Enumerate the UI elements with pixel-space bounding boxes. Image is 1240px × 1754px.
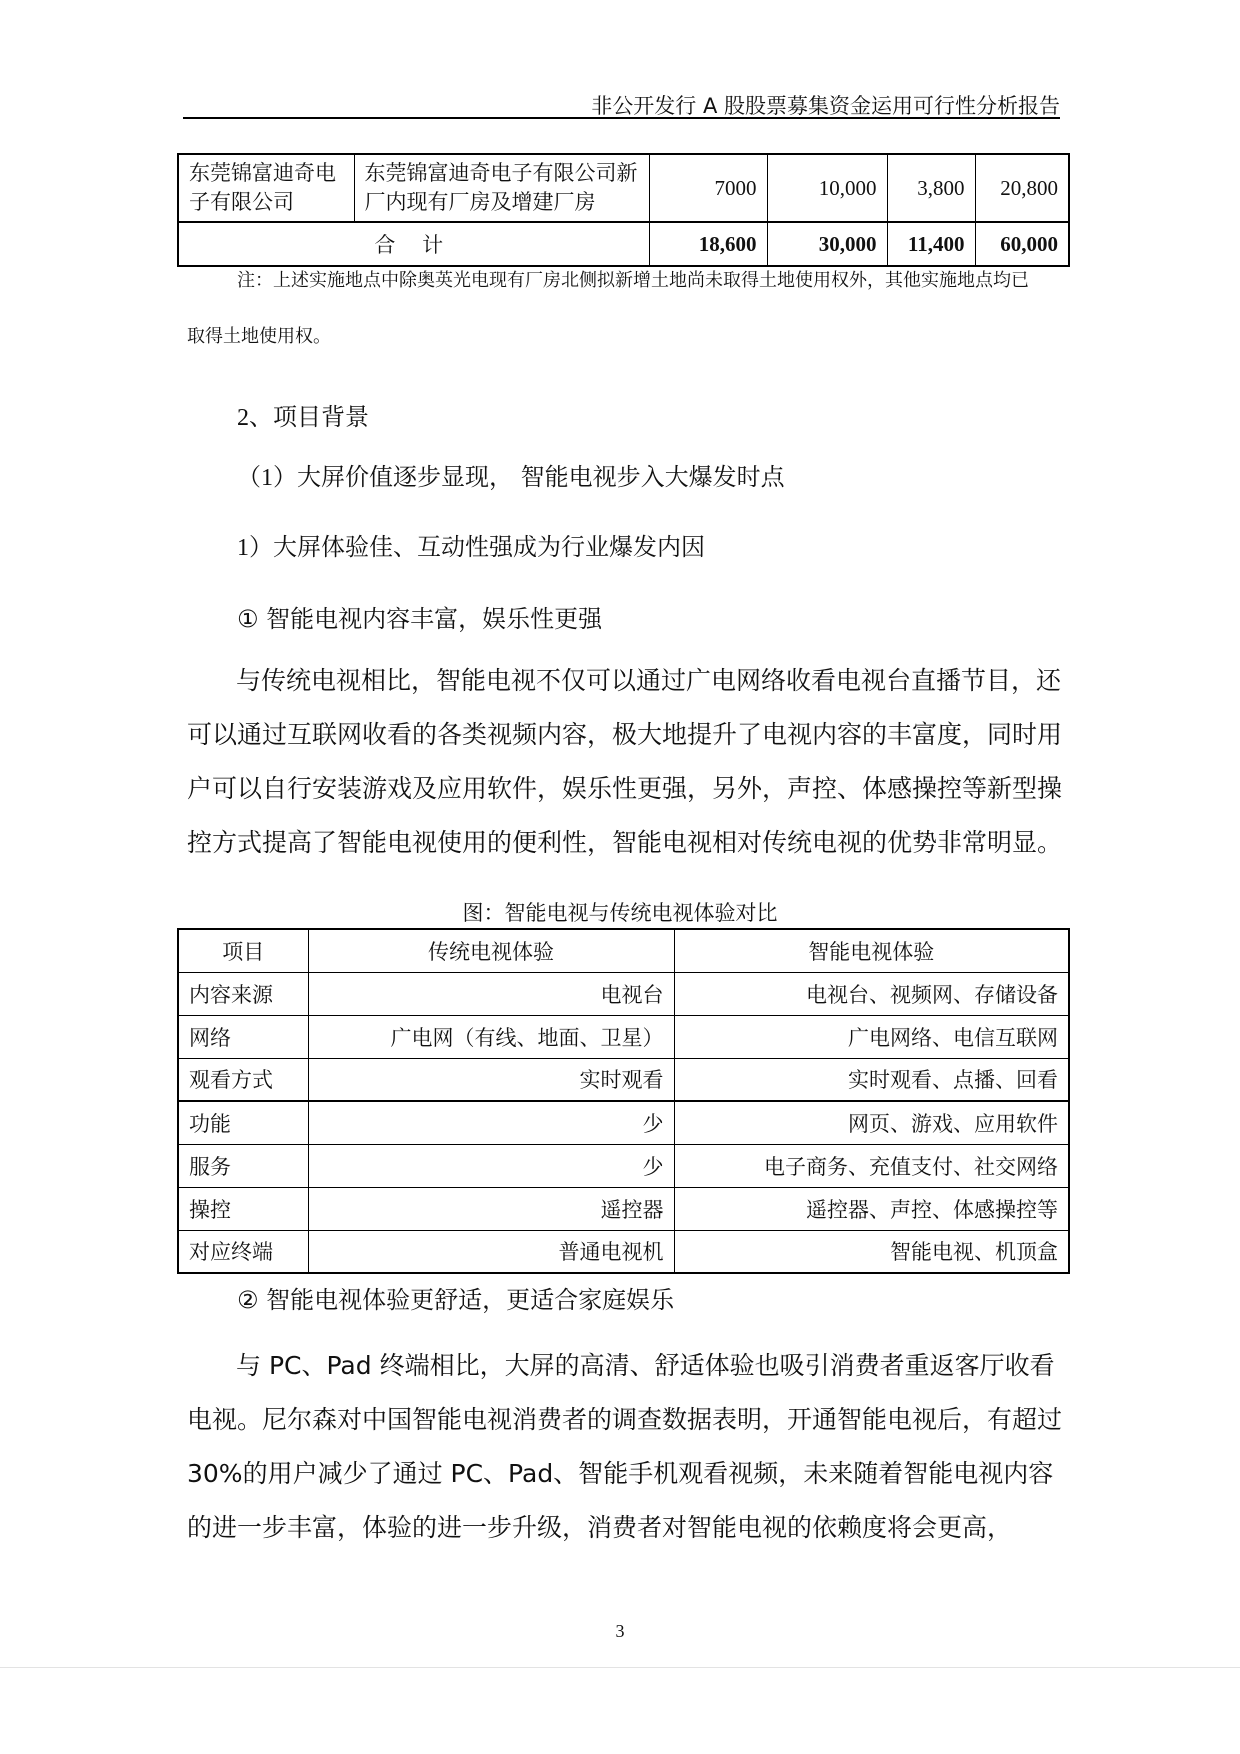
smart-cell: 网页、游戏、应用软件	[674, 1101, 1069, 1144]
traditional-cell: 广电网（有线、地面、卫星）	[308, 1015, 674, 1058]
value-cell: 7000	[649, 154, 767, 222]
location-cell: 东莞锦富迪奇电子有限公司新厂内现有厂房及增建厂房	[354, 154, 649, 222]
investment-table	[177, 153, 1070, 267]
subsection-heading	[237, 457, 785, 492]
smart-cell: 电子商务、充值支付、社交网络	[674, 1144, 1069, 1187]
comparison-table	[177, 928, 1070, 1274]
page-number: 3	[615, 1621, 625, 1641]
header-rule	[183, 117, 1060, 119]
heading-number: 1	[237, 535, 249, 561]
heading-text: ）大屏体验佳、互动性强成为行业爆发内因	[249, 533, 705, 561]
subsubsection-heading	[237, 527, 705, 562]
page-bottom-rule	[0, 1667, 1240, 1668]
row-label: 对应终端	[178, 1230, 308, 1273]
paragraph-text: 与传统电视相比，智能电视不仅可以通过广电网络收看电视台直播节目，还可以通过互联网收看的各类视频内容，极大地提升了电视内容的丰富度，同时用户可以自行安装游戏及应用软件，娱乐性更强，另外，声控、体感操控等新型操控方式提高了智能电视使用的便利性，智能电视相对传统电视的优势非常明显。	[187, 666, 1063, 857]
traditional-cell: 普通电视机	[308, 1230, 674, 1273]
heading-number: 1	[261, 465, 273, 491]
traditional-cell: 少	[308, 1101, 674, 1144]
point-heading-1: ① 智能电视内容丰富，娱乐性更强	[237, 605, 603, 633]
table-header-row	[178, 929, 1069, 972]
heading-text: ）大屏价值逐步显现， 智能电视步入大爆发时点	[273, 463, 785, 491]
smart-cell: 遥控器、声控、体感操控等	[674, 1187, 1069, 1230]
heading-number: 2	[237, 405, 249, 431]
traditional-cell: 实时观看	[308, 1058, 674, 1101]
figure-caption: 图：智能电视与传统电视体验对比	[462, 901, 778, 925]
row-label: 网络	[178, 1015, 308, 1058]
table-row	[178, 1101, 1069, 1144]
table-row	[178, 972, 1069, 1015]
value-cell: 10,000	[767, 154, 887, 222]
table-note-line1: 注：上述实施地点中除奥英光电现有厂房北侧拟新增土地尚未取得土地使用权外，其他实施地点均已	[237, 270, 1029, 291]
smart-cell: 智能电视、机顶盒	[674, 1230, 1069, 1273]
row-label: 操控	[178, 1187, 308, 1230]
paragraph-text: 与 PC、Pad 终端相比，大屏的高清、舒适体验也吸引消费者重返客厅收看电视。尼尔森对中国智能电视消费者的调查数据表明，开通智能电视后，有超过 30%的用户减少了通过 PC、Pad、智能手机观看视频，未来随着智能电视内容的进一步丰富，体验的进一步升级，消费者对智能电视的依赖度将会更高，	[187, 1351, 1063, 1542]
point-heading-2: ② 智能电视体验更舒适，更适合家庭娱乐	[237, 1286, 675, 1314]
table-row	[178, 1230, 1069, 1273]
row-label: 内容来源	[178, 972, 308, 1015]
header-title: 非公开发行 A 股股票募集资金运用可行性分析报告	[591, 94, 1060, 118]
total-value: 60,000	[975, 222, 1069, 266]
body-paragraph-1	[187, 654, 1067, 870]
table-row	[178, 1058, 1069, 1101]
traditional-cell: 电视台	[308, 972, 674, 1015]
total-value: 11,400	[887, 222, 975, 266]
table-row	[178, 1187, 1069, 1230]
total-value: 30,000	[767, 222, 887, 266]
total-value: 18,600	[649, 222, 767, 266]
table-row	[178, 154, 1069, 222]
heading-text: 、项目背景	[249, 403, 369, 431]
smart-cell: 实时观看、点播、回看	[674, 1058, 1069, 1101]
smart-cell: 广电网络、电信互联网	[674, 1015, 1069, 1058]
column-header: 项目	[178, 929, 308, 972]
smart-cell: 电视台、视频网、存储设备	[674, 972, 1069, 1015]
body-paragraph-2	[187, 1339, 1067, 1555]
table-row	[178, 1015, 1069, 1058]
total-row	[178, 222, 1069, 266]
row-label: 观看方式	[178, 1058, 308, 1101]
section-heading	[237, 397, 369, 432]
row-label: 服务	[178, 1144, 308, 1187]
total-label: 合 计	[178, 222, 649, 266]
company-cell: 东莞锦富迪奇电子有限公司	[178, 154, 354, 222]
heading-paren: （	[237, 463, 261, 491]
traditional-cell: 遥控器	[308, 1187, 674, 1230]
traditional-cell: 少	[308, 1144, 674, 1187]
table-row	[178, 1144, 1069, 1187]
row-label: 功能	[178, 1101, 308, 1144]
column-header: 智能电视体验	[674, 929, 1069, 972]
column-header: 传统电视体验	[308, 929, 674, 972]
table-note-line2: 取得土地使用权。	[187, 326, 331, 347]
value-cell: 20,800	[975, 154, 1069, 222]
value-cell: 3,800	[887, 154, 975, 222]
